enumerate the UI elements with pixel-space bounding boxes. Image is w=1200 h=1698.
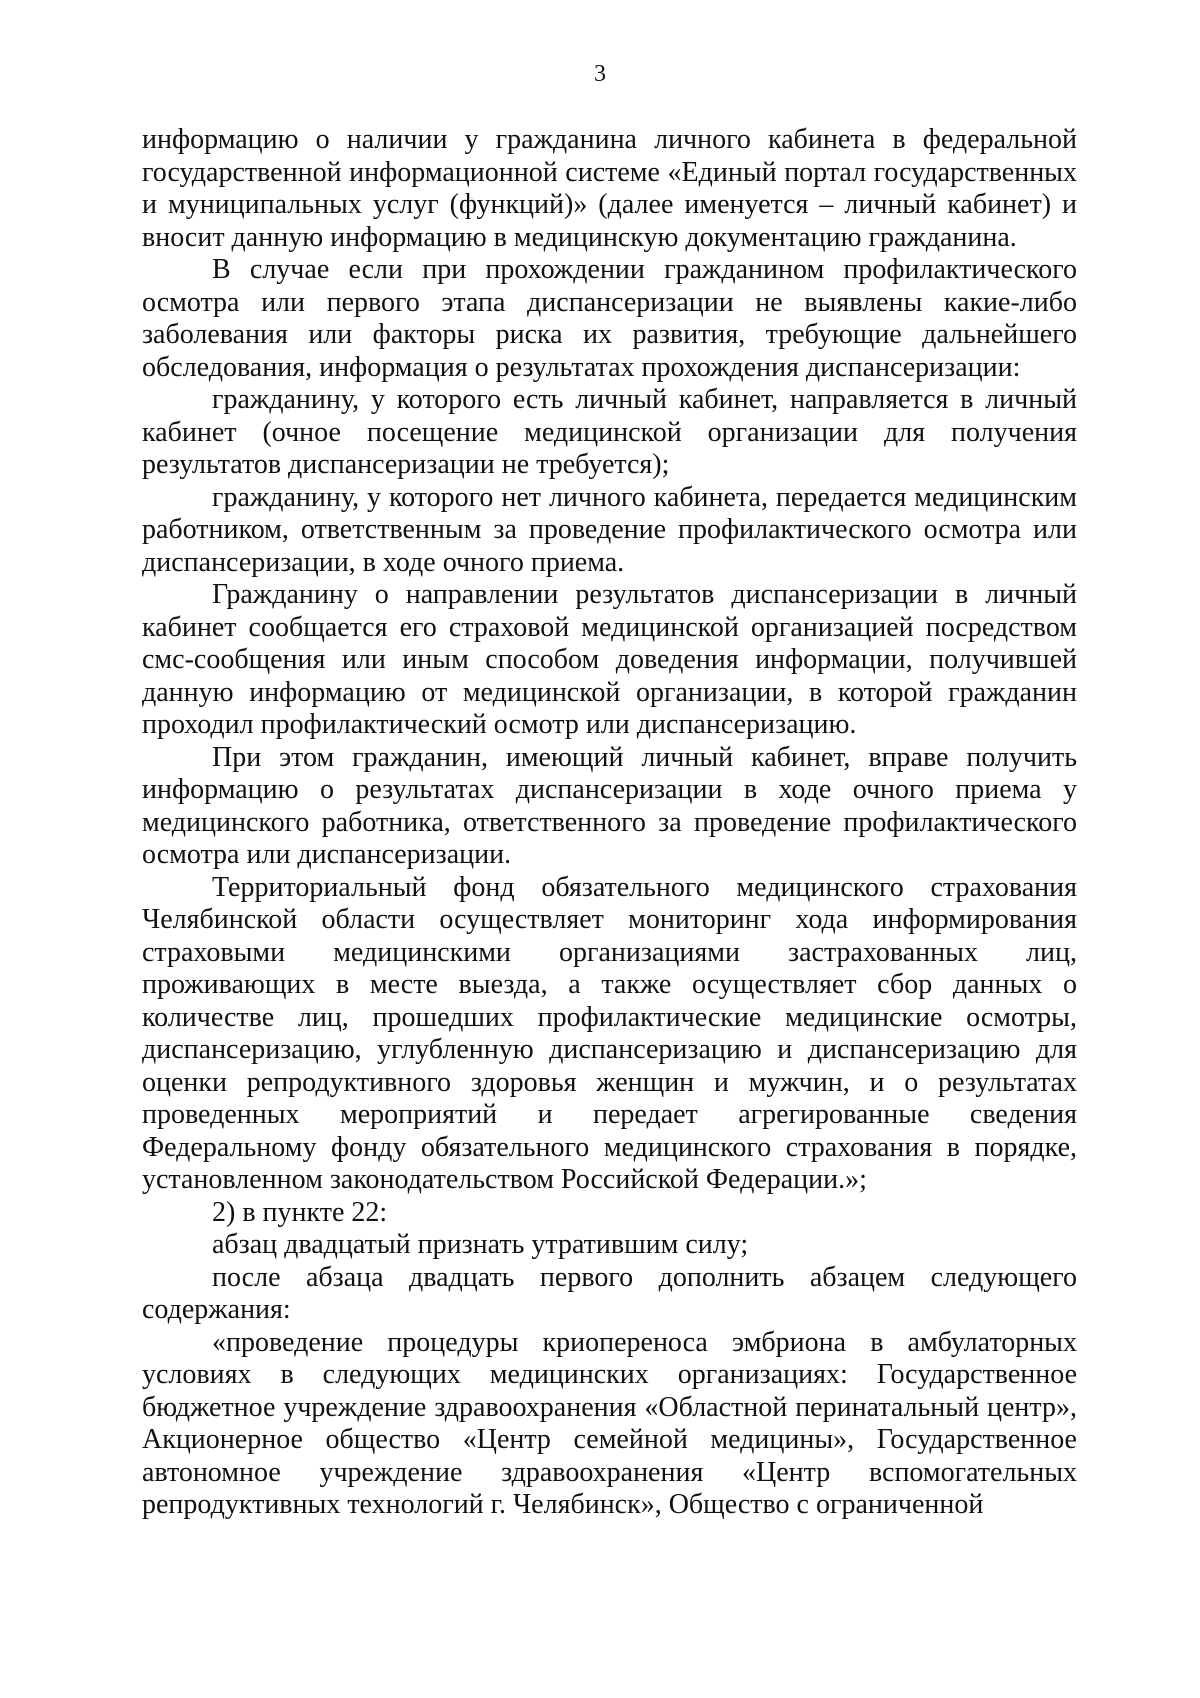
paragraph: При этом гражданин, имеющий личный кабинет, вправе получить информацию о результатах диспансеризации в ходе очного приема у медицинского работника, ответственного за проведение профилактического осмотра или диспансеризации. (142, 741, 1077, 870)
paragraph-continuation: информацию о наличии у гражданина личного кабинета в федеральной государственной информационной системе «Единый портал государственных и муниципальных услуг (функций)» (далее именуется – личный кабинет) и вносит данную информацию в медицинскую документацию гражданина. (142, 124, 1077, 253)
paragraph: гражданину, у которого есть личный кабинет, направляется в личный кабинет (очное посещение медицинской организации для получения результатов диспансеризации не требуется); (142, 384, 1077, 480)
paragraph: Гражданину о направлении результатов диспансеризации в личный кабинет сообщается его страховой медицинской организацией посредством смс-сообщения или иным способом доведения информации, получившей данную информацию от медицинской организации, в которой гражданин проходил профилактический осмотр или диспансеризацию. (142, 579, 1077, 740)
paragraph: гражданину, у которого нет личного кабинета, передается медицинским работником, ответственным за проведение профилактического осмотра или диспансеризации, в ходе очного приема. (142, 481, 1077, 578)
paragraph: Территориальный фонд обязательного медицинского страхования Челябинской области осуществляет мониторинг хода информирования страховыми медицинскими организациями застрахованных лиц, проживающих в месте выезда, а также осуществляет сбор данных о количестве лиц, прошедших профилактические медицинские осмотры, диспансеризацию, углубленную диспансеризацию и диспансеризацию для оценки репродуктивного здоровья женщин и мужчин, и о результатах проведенных мероприятий и передает агрегированные сведения Федеральному фонду обязательного медицинского страхования в порядке, установленном законодательством Российской Федерации.»; (142, 871, 1077, 1195)
paragraph: В случае если при прохождении гражданином профилактического осмотра или первого этапа диспансеризации не выявлены какие-либо заболевания или факторы риска их развития, требующие дальнейшего обследования, информация о результатах прохождения диспансеризации: (142, 254, 1077, 383)
page-number: 3 (594, 61, 606, 87)
paragraph: после абзаца двадцать первого дополнить абзацем следующего содержания: (142, 1261, 1077, 1325)
paragraph: «проведение процедуры криопереноса эмбриона в амбулаторных условиях в следующих медицинских организациях: Государственное бюджетное учреждение здравоохранения «Областной перинатальный центр», Акционерное общество «Центр семейной медицины», Государственное автономное учреждение здравоохранения «Центр вспомогательных репродуктивных технологий г. Челябинск», Общество с ограниченной (142, 1326, 1077, 1520)
document-body (142, 124, 1077, 1522)
paragraph: абзац двадцатый признать утратившим силу; (212, 1229, 749, 1260)
list-item-heading: 2) в пункте 22: (212, 1196, 388, 1228)
